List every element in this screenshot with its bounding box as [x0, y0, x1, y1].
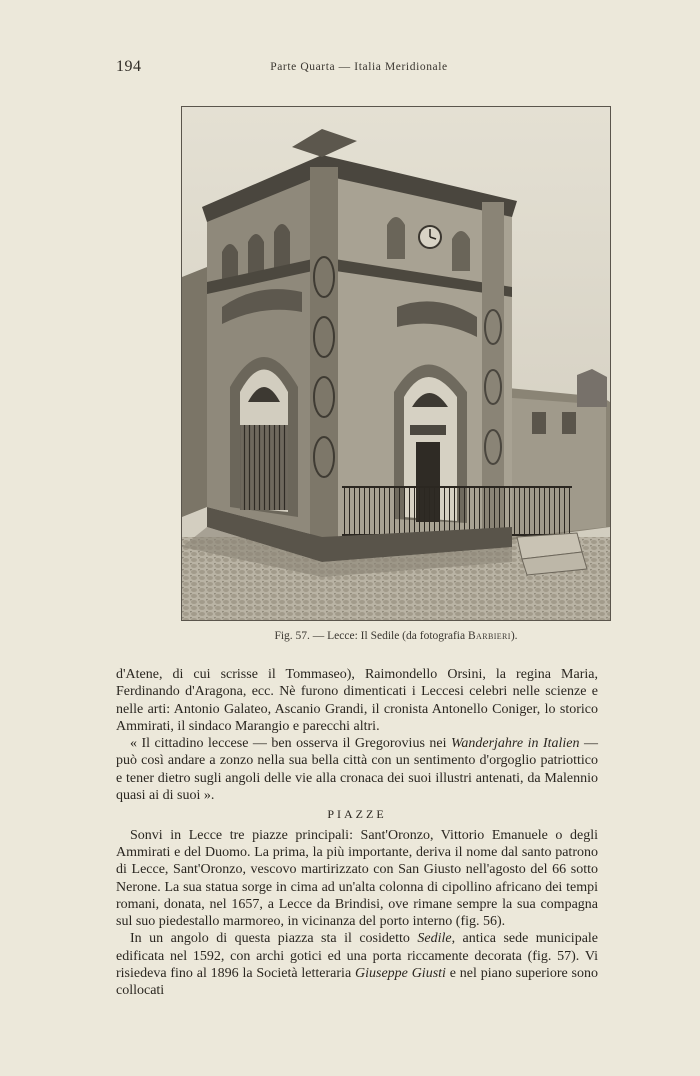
paragraph-4 [116, 930, 598, 999]
paragraph-2 [116, 735, 598, 804]
society-name: Giuseppe Giusti [355, 966, 446, 982]
paragraph-3: Sonvi in Lecce tre piazze principali: Sant'Oronzo, Vittorio Emanuele o degli Ammirati e del Duomo. La prima, la più importante, deriva il nome dal santo patrono di Lecce, Sant'Oronzo, vescovo martirizzato con San Giusto nell'agosto del 66 sotto Nerone. La sua statua sorge in cima ad un'alta colonna di cipollino africano dei tempi romani, donata, nel 1657, a Lecce da Brindisi, ove rimane sempre la sua compagna sul suo piedestallo marmoreo, in vicinanza del porto interno (fig. 56). [116, 827, 598, 930]
paragraph-4-part-c: e nel piano superiore sono collocati [116, 966, 599, 999]
section-title: PIAZZE [327, 807, 387, 822]
figure-sedile-photo [181, 106, 611, 621]
caption-photographer: Barbieri [467, 630, 511, 642]
body-text [116, 666, 598, 1000]
paragraph-4-part-b: , antica sede municipale edificata nel 1592, con archi gotici ed una porta riccamente decorata (fig. 57). Vi risiedeva fino al 1896 la Società letteraria [116, 931, 599, 982]
running-head: Parte Quarta — Italia Meridionale [270, 61, 448, 73]
caption-prefix: Fig. 57. — Lecce: Il Sedile (da fotografia [274, 630, 466, 642]
figure-caption [181, 630, 611, 642]
caption-suffix: ). [510, 630, 518, 642]
paragraph-4-part-a: In un angolo di questa piazza sta il cosidetto [130, 931, 410, 947]
paragraph-1: d'Atene, di cui scrisse il Tommaseo), Raimondello Orsini, la regina Maria, Ferdinando d'Aragona, ecc. Nè furono dimenticati i Leccesi celebri nelle scienze e nelle arti: Antonio Galateo, Ascanio Grandi, il cronista Antonello Coniger, lo storico Ammirati, il sindaco Marangio e parecchi altri. [116, 667, 598, 734]
paragraph-2-part-b: — può così andare a zonzo nella sua bella città con un sentimento d'orgoglio patriottico e tener dietro sugli angoli delle vie alla cronaca dei suoi illustri antenati, da Malennio quasi ai di suoi ». [116, 736, 599, 804]
book-title: Wanderjahre in Italien [451, 736, 580, 752]
paragraph-2-part-a: « Il cittadino leccese — ben osserva il Gregorovius nei [130, 736, 447, 752]
sedile-term: Sedile [417, 931, 452, 947]
page-number: 194 [116, 58, 142, 75]
